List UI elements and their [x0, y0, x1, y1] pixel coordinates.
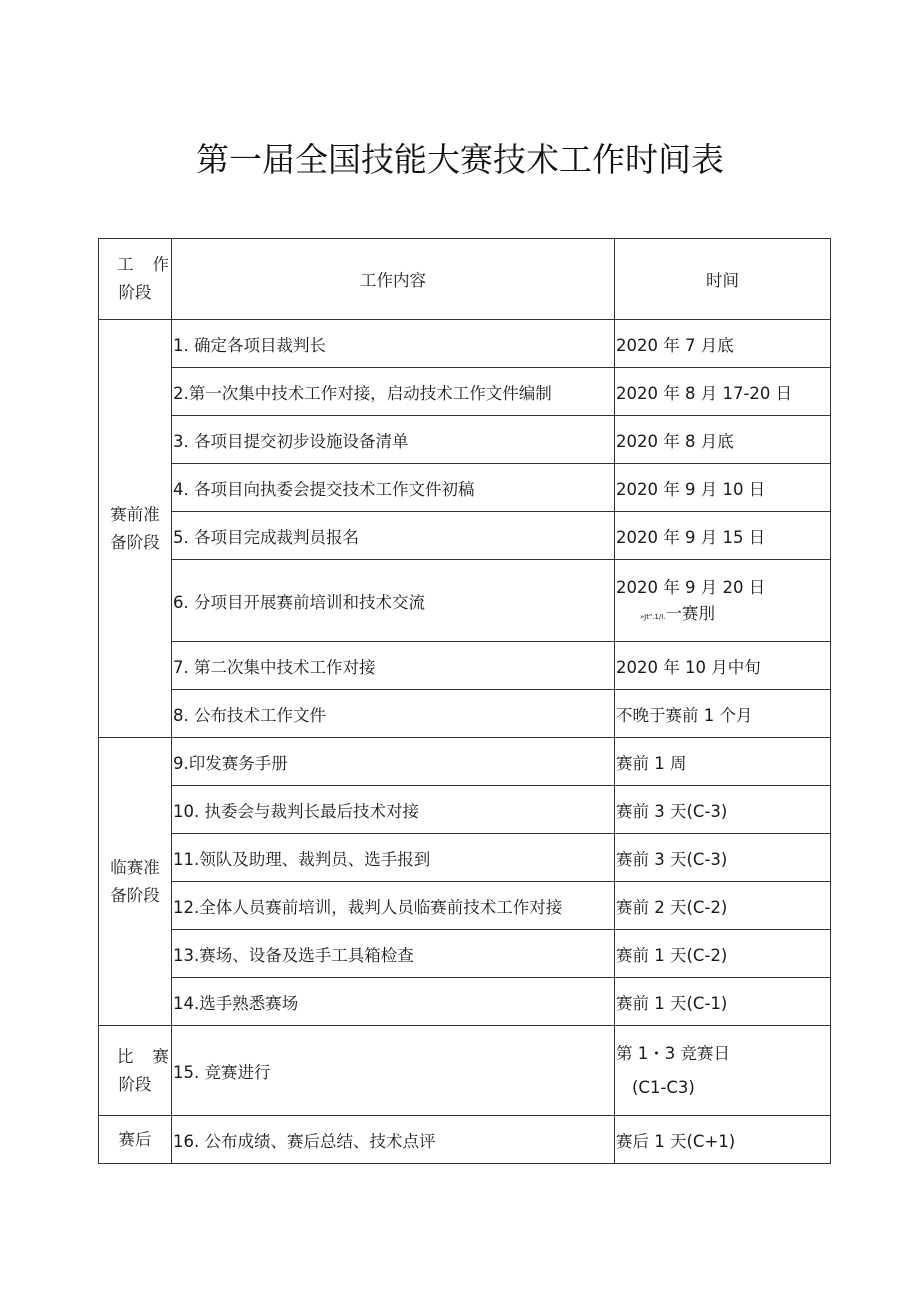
page-title: 第一届全国技能大赛技术工作时间表: [196, 140, 724, 179]
row-time: 赛后 1 天(C+1): [615, 1116, 831, 1164]
table-row: [99, 416, 831, 464]
table-row: [99, 464, 831, 512]
row-time: 赛前 1 天(C-1): [615, 978, 831, 1026]
row-time: 2020 年 9 月 20 日: [616, 577, 766, 597]
header-stage-char-1: 工: [117, 255, 134, 274]
row-content: 4. 各项目向执委会提交技术工作文件初稿: [172, 464, 615, 512]
stage-comp-char-2: 赛: [152, 1046, 169, 1066]
row-content: 5. 各项目完成裁判员报名: [172, 512, 615, 560]
table-row: [99, 690, 831, 738]
row-time: 赛前 3 天(C-3): [615, 786, 831, 834]
row-time-line-2: (C1-C3): [632, 1078, 695, 1097]
row-time-note-small: »Jt".1/I.: [640, 612, 666, 621]
row-time: 赛前 1 天(C-2): [615, 930, 831, 978]
table-row: [99, 642, 831, 690]
table-row: [99, 882, 831, 930]
header-stage: [99, 239, 172, 320]
row-time: 2020 年 8 月 17-20 日: [615, 368, 831, 416]
row-content: 16. 公布成绩、赛后总结、技术点评: [172, 1116, 615, 1164]
row-content: 9.印发赛务手册: [172, 738, 615, 786]
table-row: [99, 512, 831, 560]
row-time: 2020 年 8 月底: [615, 416, 831, 464]
row-content: 6. 分项目开展赛前培训和技术交流: [172, 560, 615, 642]
row-content: 10. 执委会与裁判长最后技术对接: [172, 786, 615, 834]
header-stage-line-2: 阶段: [118, 283, 152, 302]
stage-competition: [99, 1026, 172, 1116]
row-content: 1. 确定各项目裁判长: [172, 320, 615, 368]
stage-pre-competition: [99, 320, 172, 738]
header-stage-char-2: 作: [152, 255, 169, 274]
table-row: [99, 368, 831, 416]
stage-comp-char-1: 比: [117, 1046, 134, 1066]
row-time: 赛前 3 天(C-3): [615, 834, 831, 882]
row-time: 赛前 2 天(C-2): [615, 882, 831, 930]
row-time-cell: [615, 560, 831, 642]
table-row: [99, 786, 831, 834]
row-content: 13.赛场、设备及选手工具箱检查: [172, 930, 615, 978]
table-row: [99, 1116, 831, 1164]
row-content: 8. 公布技术工作文件: [172, 690, 615, 738]
table-row: [99, 1026, 831, 1116]
row-time: 不晚于赛前 1 个月: [615, 690, 831, 738]
row-content: 11.领队及助理、裁判员、选手报到: [172, 834, 615, 882]
row-content: 7. 第二次集中技术工作对接: [172, 642, 615, 690]
table-row: [99, 978, 831, 1026]
row-content: 12.全体人员赛前培训，裁判人员临赛前技术工作对接: [172, 882, 615, 930]
table-header-row: [99, 239, 831, 320]
stage-post-competition: 赛后: [99, 1116, 172, 1164]
row-content: 14.选手熟悉赛场: [172, 978, 615, 1026]
schedule-table: [98, 238, 831, 1164]
table-row: [99, 320, 831, 368]
stage-near-line-1: 临赛准: [110, 857, 160, 877]
table-row: [99, 834, 831, 882]
row-content: 15. 竞赛进行: [172, 1026, 615, 1116]
row-time: 第 1・3 竞赛日: [616, 1044, 730, 1063]
stage-pre-line-1: 赛前准: [110, 504, 160, 524]
table-row: [99, 738, 831, 786]
row-time: 赛前 1 周: [615, 738, 831, 786]
stage-near-competition: [99, 738, 172, 1026]
table-row: [99, 930, 831, 978]
row-time: 2020 年 7 月底: [615, 320, 831, 368]
header-time: 时间: [615, 239, 831, 320]
row-content: 2.第一次集中技术工作对接，启动技术工作文件编制: [172, 368, 615, 416]
row-content: 3. 各项目提交初步设施设备清单: [172, 416, 615, 464]
table-row: [99, 560, 831, 642]
row-time: 2020 年 9 月 10 日: [615, 464, 831, 512]
row-time: 2020 年 9 月 15 日: [615, 512, 831, 560]
row-time: 2020 年 10 月中旬: [615, 642, 831, 690]
stage-comp-line-2: 阶段: [118, 1074, 152, 1094]
row-time-cell: [615, 1026, 831, 1116]
row-time-note: [616, 600, 830, 624]
row-time-note-text: 一赛刖: [665, 603, 716, 623]
stage-pre-line-2: 备阶段: [110, 532, 160, 552]
header-content: 工作内容: [172, 239, 615, 320]
stage-near-line-2: 备阶段: [110, 885, 160, 905]
